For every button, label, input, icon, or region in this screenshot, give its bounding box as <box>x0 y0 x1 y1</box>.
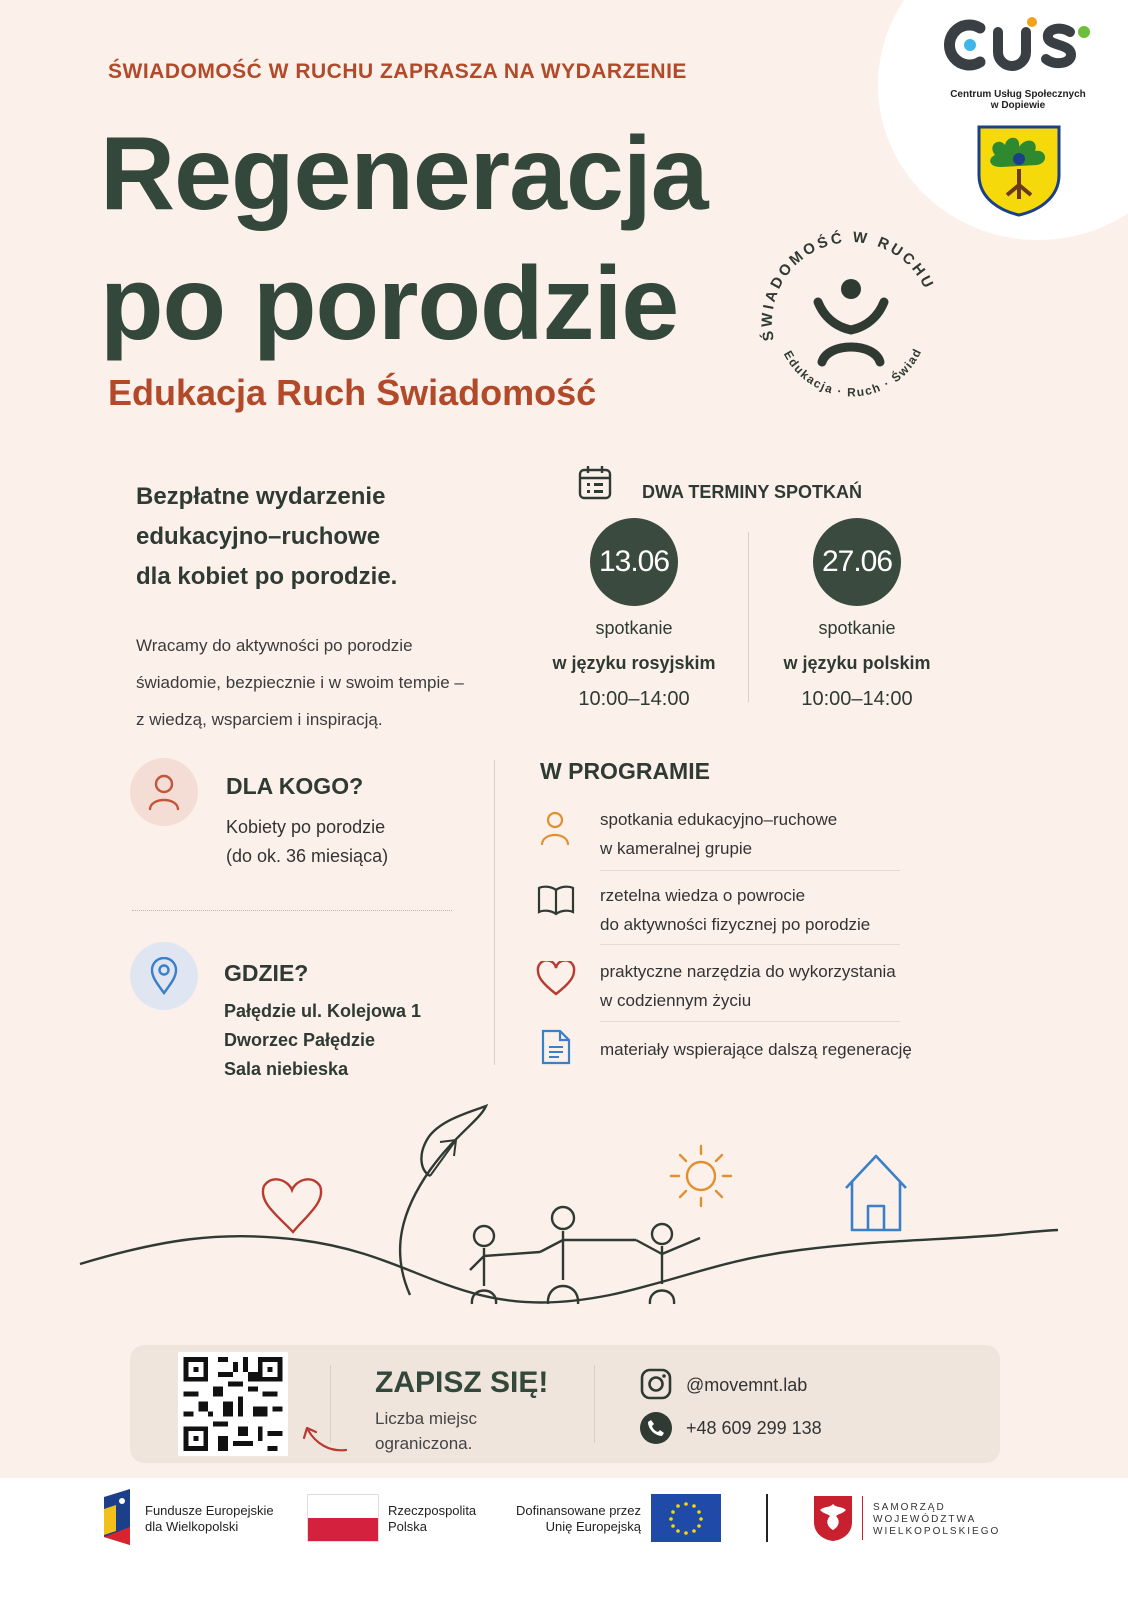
program-separator <box>600 944 900 945</box>
term-2-time: 10:00–14:00 <box>801 688 913 710</box>
date-badge-2: 27.06 <box>813 518 901 606</box>
eu-line-1: Dofinansowane przez <box>515 1503 641 1518</box>
description-text <box>136 627 464 738</box>
title-line-1: Regeneracja <box>100 116 708 232</box>
rp-text <box>388 1503 476 1535</box>
cus-logo-mark <box>938 10 1098 80</box>
lead-line-3: dla kobiet po porodzie. <box>136 563 398 590</box>
document-icon <box>540 1028 572 1071</box>
cus-caption-line2: w Dopiewie <box>990 100 1046 111</box>
signup-note-line-2: ograniczona. <box>375 1434 473 1453</box>
cus-logo <box>938 10 1098 110</box>
for-whom-text <box>226 813 388 871</box>
instagram-handle[interactable]: @movemnt.lab <box>686 1375 808 1395</box>
signup-note-line-1: Liczba miejsc <box>375 1409 478 1428</box>
line-art-illustration <box>0 1090 1128 1330</box>
rp-line-1: Rzeczpospolita <box>388 1503 477 1518</box>
person-icon <box>130 758 198 826</box>
phone-number[interactable]: +48 609 299 138 <box>686 1418 822 1438</box>
program-item-3 <box>600 957 896 1015</box>
instagram-icon[interactable] <box>640 1368 672 1405</box>
program-separator <box>600 1021 900 1022</box>
badge-top-text: ŚWIADOMOŚĆ W RUCHU <box>758 228 938 343</box>
page-subtitle: Edukacja Ruch Świadomość <box>108 372 597 413</box>
description-line-3: z wiedzą, wsparciem i inspiracją. <box>136 710 383 729</box>
cta-divider-1 <box>330 1365 331 1443</box>
term-details-1 <box>529 618 739 711</box>
arrow-icon <box>300 1420 350 1459</box>
description-line-2: świadomie, bezpiecznie i w swoim tempie – <box>136 673 464 692</box>
column-divider <box>494 760 495 1065</box>
program-item-1-line-1: spotkania edukacyjno–ruchowe <box>600 810 838 829</box>
program-item-4: materiały wspierające dalszą regenerację <box>600 1040 912 1059</box>
kicker-text: ŚWIADOMOŚĆ W RUCHU ZAPRASZA NA WYDARZENIE <box>108 60 687 83</box>
for-whom-line-2: (do ok. 36 miesiąca) <box>226 846 389 866</box>
where-line-1: Pałędzie ul. Kolejowa 1 <box>224 1001 422 1021</box>
footer-divider <box>766 1494 768 1542</box>
sw-line-1: SAMORZĄD <box>873 1502 946 1513</box>
location-pin-icon <box>130 942 198 1010</box>
coat-of-arms-icon <box>977 125 1061 217</box>
fe-line-1: Fundusze Europejskie <box>145 1503 274 1518</box>
funding-footer <box>0 1478 1128 1600</box>
fe-logo-icon <box>102 1487 136 1552</box>
person-icon <box>538 810 572 853</box>
program-item-2 <box>600 881 870 939</box>
sw-text <box>873 1502 1000 1538</box>
program-item-2-line-2: do aktywności fizycznej po porodzie <box>600 915 871 934</box>
where-line-3: Sala niebieska <box>224 1059 349 1079</box>
for-whom-line-1: Kobiety po porodzie <box>226 817 386 837</box>
terms-heading: DWA TERMINY SPOTKAŃ <box>642 482 863 502</box>
term-1-label: spotkanie <box>595 618 673 638</box>
program-heading: W PROGRAMIE <box>540 758 710 784</box>
cta-divider-2 <box>594 1365 595 1443</box>
book-icon <box>537 884 575 921</box>
where-line-2: Dworzec Pałędzie <box>224 1030 376 1050</box>
terms-divider <box>748 532 749 702</box>
qr-code[interactable] <box>178 1352 288 1456</box>
lead-text <box>136 477 397 597</box>
eu-flag-icon <box>651 1494 721 1547</box>
title-line-2: po porodzie <box>100 246 679 362</box>
section-divider <box>132 910 452 911</box>
lead-line-2: edukacyjno–ruchowe <box>136 523 381 550</box>
badge-graphic <box>752 222 952 422</box>
swiadomosc-badge <box>752 222 952 422</box>
program-item-2-line-1: rzetelna wiedza o powrocie <box>600 886 806 905</box>
sw-line-3: WIELKOPOLSKIEGO <box>873 1526 1001 1537</box>
sw-line-2: WOJEWÓDZTWA <box>873 1514 977 1525</box>
badge-bottom-text: Edukacja · Ruch · Świad <box>780 345 925 400</box>
signup-heading: ZAPISZ SIĘ! <box>375 1366 549 1399</box>
rp-line-2: Polska <box>388 1519 428 1534</box>
lead-line-1: Bezpłatne wydarzenie <box>136 483 386 510</box>
polish-flag-icon <box>307 1494 379 1542</box>
program-separator <box>600 870 900 871</box>
fe-text <box>145 1503 274 1535</box>
term-details-2 <box>752 618 962 711</box>
term-1-language: w języku rosyjskim <box>552 653 716 673</box>
date-badge-1: 13.06 <box>590 518 678 606</box>
dopiewo-coat-of-arms <box>977 125 1061 217</box>
program-item-3-line-2: w codziennym życiu <box>600 991 752 1010</box>
term-1-time: 10:00–14:00 <box>578 688 690 710</box>
phone-icon[interactable] <box>640 1412 672 1444</box>
cus-caption-line1: Centrum Usług Społecznych <box>950 89 1086 100</box>
eu-line-2: Unię Europejską <box>545 1519 641 1534</box>
term-2-label: spotkanie <box>818 618 896 638</box>
where-text <box>224 997 421 1084</box>
program-item-1-line-2: w kameralnej grupie <box>600 839 753 858</box>
description-line-1: Wracamy do aktywności po porodzie <box>136 636 413 655</box>
calendar-icon <box>578 464 612 505</box>
term-2-language: w języku polskim <box>783 653 931 673</box>
wielkopolska-eagle-icon <box>812 1494 854 1547</box>
where-heading: GDZIE? <box>224 960 309 986</box>
eu-text <box>505 1503 641 1535</box>
program-item-3-line-1: praktyczne narzędzia do wykorzystania <box>600 962 896 981</box>
page-title <box>100 116 708 362</box>
footer-divider-red <box>862 1496 863 1540</box>
heart-icon <box>536 961 576 1002</box>
program-item-1 <box>600 805 837 863</box>
signup-note <box>375 1406 477 1456</box>
fe-line-2: dla Wielkopolski <box>145 1519 239 1534</box>
for-whom-heading: DLA KOGO? <box>226 773 364 799</box>
